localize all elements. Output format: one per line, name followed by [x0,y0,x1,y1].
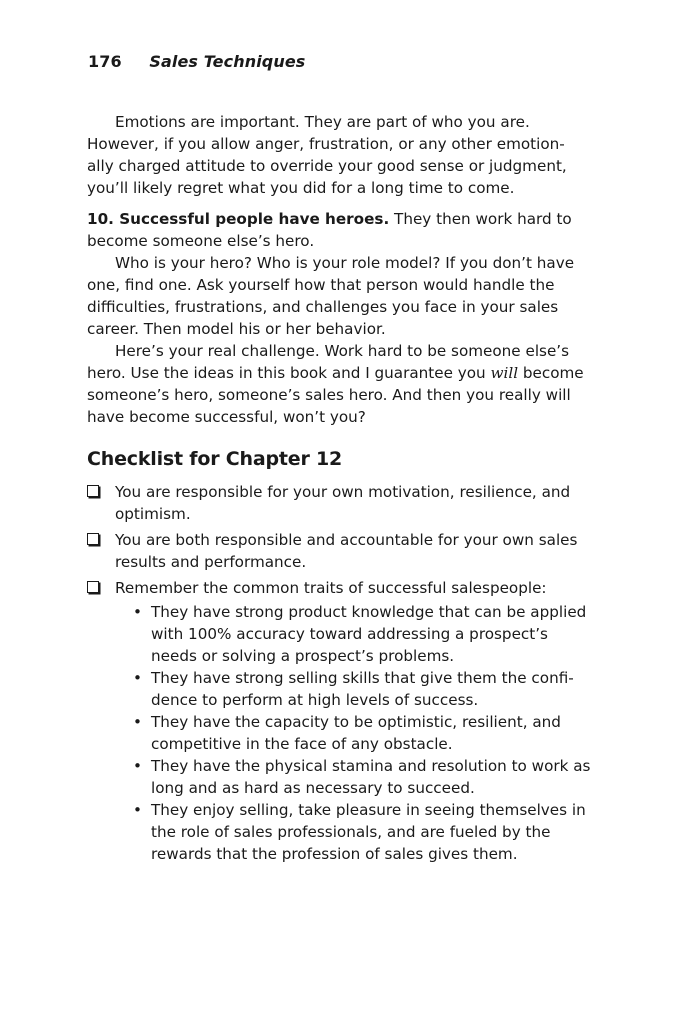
page-number: 176 [88,52,122,71]
paragraph-hero: Who is your hero? Who is your role model? If you don’t have one, find one. Ask yourself how that person would handle the difficulties, frustrations, and challenges you face in your sales career. Then model his or her behavior. [87,254,575,338]
list-item [133,601,597,667]
checklist-item-text: Remember the common traits of successful salespeople: [115,579,547,597]
checkbox-icon [87,485,99,497]
paragraph-challenge [87,340,587,428]
list-item-text: They have strong product knowledge that can be applied with 100% accuracy toward addressing a prospect’s needs or solving a prospect’s problems. [151,603,587,665]
trait-10-lead: 10. Successful people have heroes. [87,210,390,228]
checklist-item-text: You are both responsible and accountable for your own sales results and performance. [115,531,578,571]
checkbox-icon [87,581,99,593]
checklist-item [87,577,597,865]
list-item [133,755,597,799]
list-item [133,667,597,711]
checklist-item [87,481,597,525]
bullet-icon: • [133,713,142,731]
paragraph-emotions: Emotions are important. They are part of who you are. However, if you allow anger, frustration, or any other emotion-ally charged attitude to override your good sense or judgment, you’ll likely regret what you did for a long time to come. [87,113,567,197]
list-item-text: They enjoy selling, take pleasure in seeing themselves in the role of sales professionals, and are fueled by the rewards that the profession of sales gives them. [151,801,586,863]
checklist-heading: Checklist for Chapter 12 [87,448,343,470]
list-item-text: They have strong selling skills that give them the confi-dence to perform at high levels of success. [151,669,574,709]
body-text [87,111,587,428]
running-title: Sales Techniques [149,52,306,71]
checkbox-icon [87,533,99,545]
bullet-icon: • [133,801,142,819]
challenge-text-end: become someone’s hero, someone’s sales hero. And then you really will have become successful, won’t you? [87,364,584,426]
checklist-item-text: You are responsible for your own motivation, resilience, and optimism. [115,483,571,523]
checklist-item [87,529,597,573]
list-item [133,799,597,865]
challenge-text-start: Here’s your real challenge. Work hard to be someone else’s hero. Use the ideas in this book and I guarantee you [87,342,570,382]
paragraph-trait-10 [87,208,587,252]
list-item [133,711,597,755]
bullet-icon: • [133,669,142,687]
trait-10-text: They then work hard to become someone else’s hero. [87,210,572,250]
traits-list [115,601,597,865]
checklist [87,481,597,869]
list-item-text: They have the physical stamina and resolution to work as long and as hard as necessary to succeed. [151,757,591,797]
bullet-icon: • [133,603,142,621]
running-head [88,52,305,71]
emphasis-will: will [490,364,519,382]
bullet-icon: • [133,757,142,775]
list-item-text: They have the capacity to be optimistic, resilient, and competitive in the face of any obstacle. [151,713,561,753]
